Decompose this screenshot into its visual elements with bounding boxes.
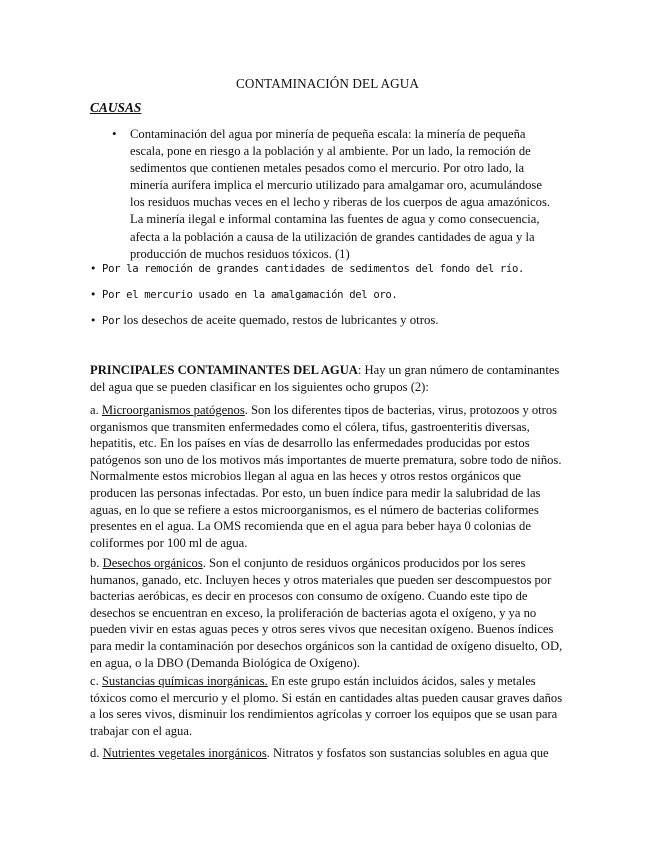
principales-heading: PRINCIPALES CONTAMINANTES DEL AGUA — [90, 363, 358, 377]
causa-list-item-3 — [90, 313, 439, 328]
item-b-text: . Son el conjunto de residuos orgánicos producidos por los seres humanos, ganado, etc. Incluyen heces y otros materiales que pueden ser descompuestos por bacterias aeróbicas, es decir en procesos con consumo de oxígeno. Cuando este tipo de desechos se encuentran en exceso, la proliferación de bacterias agota el oxígeno, y ya no pueden vivir en estas aguas peces y otros seres vivos que necesitan oxígeno. Buenos índices para medir la contaminación por desechos orgánicos son la cantidad de oxígeno disuelto, OD, en agua, o la DBO (Demanda Biológica de Oxígeno). — [90, 556, 563, 670]
item-c-term: Sustancias químicas inorgánicas. — [101, 674, 268, 688]
causa-list-item-2: • Por el mercurio usado en la amalgamación del oro. — [90, 289, 398, 301]
item-b-term: Desechos orgánicos — [102, 556, 203, 570]
principales-paragraph — [90, 362, 566, 395]
item-b-paragraph — [90, 555, 566, 671]
document-title: CONTAMINACIÓN DEL AGUA — [235, 76, 420, 91]
item-a-term: Microorganismos patógenos — [101, 403, 245, 417]
causa-list-item-1: • Por la remoción de grandes cantidades de sedimentos del fondo del río. — [90, 263, 525, 275]
item-c-paragraph — [90, 673, 566, 739]
item-d-paragraph — [90, 745, 566, 762]
principales-intro: : Hay un gran número de contaminantes del agua que se pueden clasificar en los siguientes ocho grupos (2): — [90, 363, 560, 394]
causa-list-item-3-lead: • Por — [90, 315, 121, 327]
item-a-paragraph — [90, 402, 566, 551]
item-a-prefix: a. — [90, 403, 102, 417]
causa-list-item-3-rest: los desechos de aceite quemado, restos de lubricantes y otros. — [123, 313, 439, 327]
bullet-icon: • — [112, 126, 117, 141]
item-b-prefix: b. — [90, 556, 103, 570]
item-d-term: Nutrientes vegetales inorgánicos — [102, 746, 267, 760]
item-c-text: En este grupo están incluidos ácidos, sales y metales tóxicos como el mercurio y el plomo. Si están en cantidades altas pueden causar graves daños a los seres vivos, disminuir los rendimientos agrícolas y corroer los equipos que se usan para trabajar con el agua. — [90, 674, 563, 738]
item-a-text: . Son los diferentes tipos de bacterias, virus, protozoos y otros organismos que transmiten enfermedades como el cólera, tifus, gastroenteritis diversas, hepatitis, etc. En los países en vías de desarrollo las enfermedades producidas por estos patógenos son uno de los motivos más importantes de muerte prematura, sobre todo de niños. Normalmente estos microbios llegan al agua en las heces y otros restos orgánicos que producen las personas infectadas. Por esto, un buen índice para medir la salubridad de las aguas, en lo que se refiere a estos microorganismos, es el número de bacterias coliformes presentes en el agua. La OMS recomienda que en el agua para beber haya 0 colonias de coliformes por 100 ml de agua. — [90, 403, 562, 550]
item-d-text: . Nitratos y fosfatos son sustancias solubles en agua que — [266, 746, 549, 760]
item-c-prefix: c. — [90, 674, 102, 688]
item-d-prefix: d. — [90, 746, 103, 760]
causa-main-text: Contaminación del agua por minería de pequeña escala: la minería de pequeña escala, pone en riesgo a la población y al ambiente. Por un lado, la remoción de sedimentos que contienen metales pesados como el mercurio. Por otro lado, la minería aurífera implica el mercurio utilizado para amalgamar oro, acumulándose los residuos muchas veces en el lecho y riberas de los cuerpos de agua amazónicos. La minería ilegal e informal contamina las fuentes de agua y como consecuencia, afecta a la población a causa de la utilización de grandes cantidades de agua y la producción de muchos residuos tóxicos. (1) — [130, 127, 550, 261]
causas-heading: CAUSAS — [90, 100, 142, 115]
